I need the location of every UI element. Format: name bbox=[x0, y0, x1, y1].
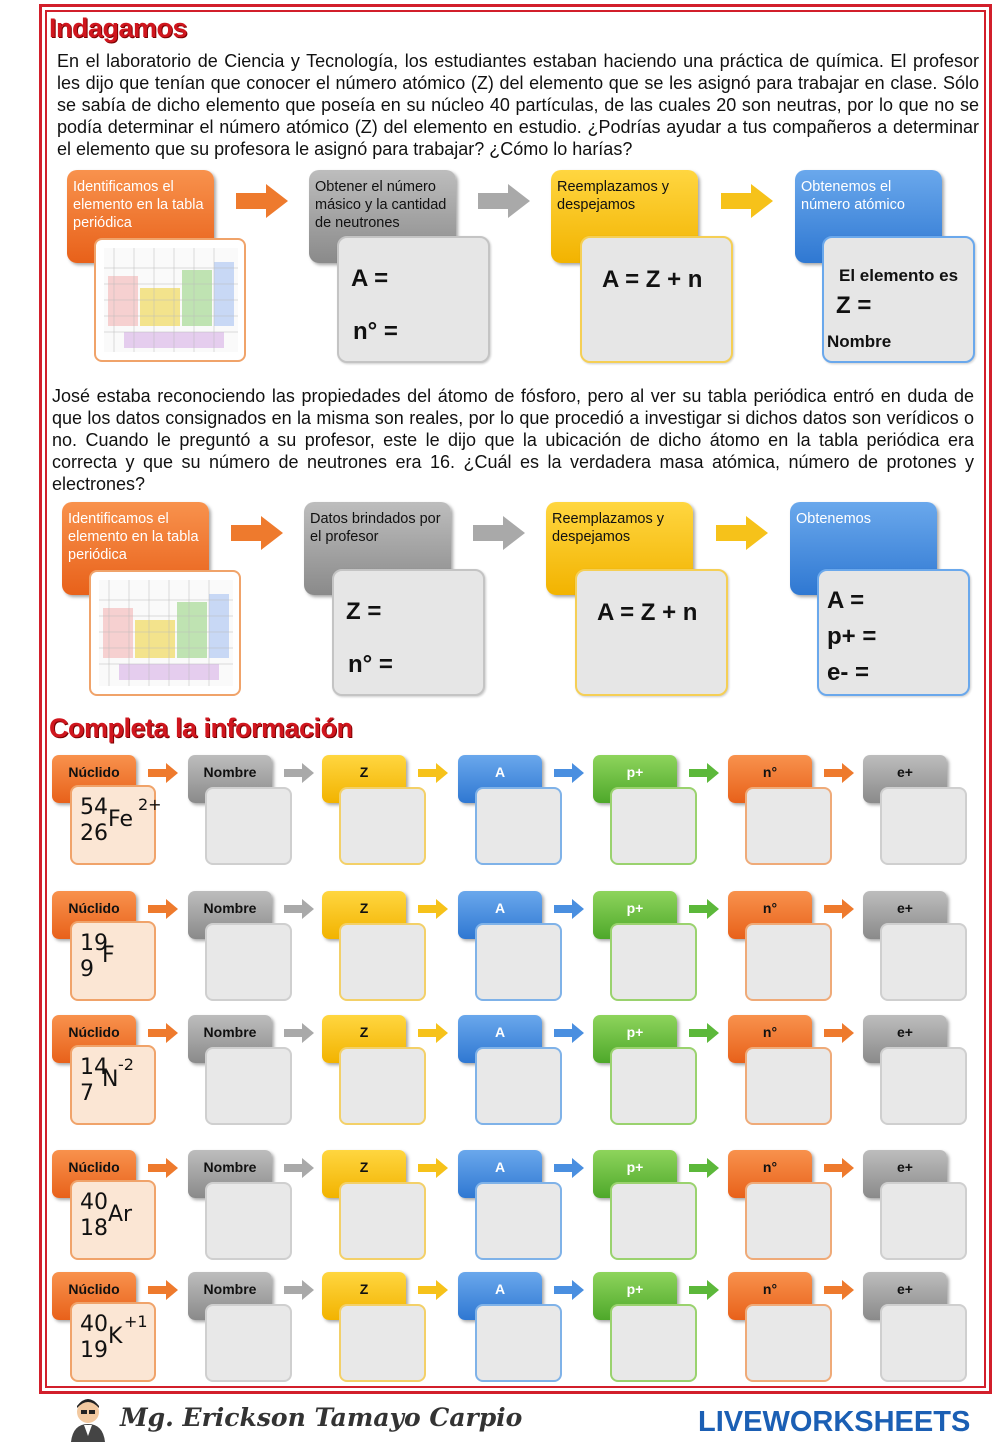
step-given-data-label: Datos brindados por el profesor bbox=[310, 511, 441, 545]
header-a: A bbox=[458, 1272, 542, 1320]
ion-charge: -2 bbox=[118, 1055, 134, 1074]
mass-number-label: A = bbox=[827, 587, 865, 614]
atomic-number: 7 bbox=[80, 1081, 94, 1106]
header-electrons: e+ bbox=[863, 1150, 947, 1198]
answer-input-electrons[interactable] bbox=[880, 1047, 967, 1125]
atomic-number-label: Z = bbox=[836, 292, 872, 319]
ion-charge: +1 bbox=[124, 1312, 148, 1331]
nuclide-symbol-box bbox=[70, 785, 162, 865]
arrow-right-icon bbox=[721, 184, 773, 218]
mass-number: 19 bbox=[80, 931, 108, 956]
header-a: A bbox=[458, 1150, 542, 1198]
element-is-label: El elemento es bbox=[839, 266, 959, 285]
ion-charge: 2+ bbox=[138, 795, 162, 814]
arrow-right-icon bbox=[418, 1158, 448, 1178]
header-name: Nombre bbox=[188, 1272, 272, 1320]
author-signature: Mg. Erickson Tamayo Carpio bbox=[120, 1403, 523, 1432]
atomic-number-label: Z = bbox=[346, 598, 382, 625]
header-name: Nombre bbox=[188, 1150, 272, 1198]
answer-input-electrons[interactable] bbox=[880, 1304, 967, 1382]
step-replace-label: Reemplazamos y despejamos bbox=[552, 511, 665, 545]
answer-input-name[interactable] bbox=[205, 1047, 292, 1125]
arrow-right-icon bbox=[689, 1280, 719, 1300]
arrow-right-icon bbox=[231, 516, 283, 550]
arrow-right-icon bbox=[418, 1280, 448, 1300]
step-identify-label: Identificamos el elemento en la tabla periódica bbox=[73, 179, 204, 231]
header-protons: p+ bbox=[593, 755, 677, 803]
header-nuclide: Núclido bbox=[52, 1272, 136, 1320]
answer-input-protons[interactable] bbox=[610, 1304, 697, 1382]
formula-text: A = Z + n bbox=[597, 599, 698, 626]
nuclide-symbol-box bbox=[70, 1180, 156, 1260]
neutrons-label: n° = bbox=[348, 651, 393, 678]
arrow-right-icon bbox=[148, 763, 178, 783]
header-neutrons: n° bbox=[728, 1150, 812, 1198]
header-electrons: e+ bbox=[863, 755, 947, 803]
header-neutrons: n° bbox=[728, 1015, 812, 1063]
answer-box-mass-neutrons bbox=[337, 236, 490, 363]
protons-label: p+ = bbox=[827, 623, 877, 650]
header-z: Z bbox=[322, 891, 406, 939]
step-result-label: Obtenemos el número atómico bbox=[801, 179, 905, 213]
periodic-table-image bbox=[94, 238, 246, 362]
answer-input-protons[interactable] bbox=[610, 787, 697, 865]
answer-box-results bbox=[817, 569, 970, 696]
answer-input-neutrons[interactable] bbox=[745, 1047, 832, 1125]
mass-number: 54 bbox=[80, 795, 108, 820]
element-symbol: Ar bbox=[108, 1202, 133, 1227]
formula-text: A = Z + n bbox=[602, 266, 703, 293]
arrow-right-icon bbox=[148, 1158, 178, 1178]
answer-input-neutrons[interactable] bbox=[745, 1182, 832, 1260]
mass-number: 40 bbox=[80, 1312, 108, 1337]
header-nuclide: Núclido bbox=[52, 1015, 136, 1063]
header-nuclide: Núclido bbox=[52, 1150, 136, 1198]
step-result-label: Obtenemos bbox=[796, 511, 871, 527]
header-nuclide: Núclido bbox=[52, 891, 136, 939]
arrow-right-icon bbox=[284, 899, 314, 919]
header-z: Z bbox=[322, 755, 406, 803]
arrow-right-icon bbox=[554, 899, 584, 919]
answer-input-a[interactable] bbox=[475, 1304, 562, 1382]
nuclide-symbol-box bbox=[70, 1045, 156, 1125]
atomic-number: 19 bbox=[80, 1338, 108, 1363]
header-z: Z bbox=[322, 1272, 406, 1320]
nuclide-symbol-box bbox=[70, 921, 156, 1001]
arrow-right-icon bbox=[689, 1158, 719, 1178]
arrow-right-icon bbox=[284, 763, 314, 783]
answer-input-electrons[interactable] bbox=[880, 1182, 967, 1260]
header-protons: p+ bbox=[593, 1150, 677, 1198]
header-electrons: e+ bbox=[863, 1272, 947, 1320]
arrow-right-icon bbox=[824, 899, 854, 919]
neutrons-label: n° = bbox=[353, 318, 398, 345]
arrow-right-icon bbox=[284, 1280, 314, 1300]
arrow-right-icon bbox=[689, 763, 719, 783]
answer-input-name[interactable] bbox=[205, 787, 292, 865]
arrow-right-icon bbox=[236, 184, 288, 218]
header-neutrons: n° bbox=[728, 755, 812, 803]
arrow-right-icon bbox=[689, 1023, 719, 1043]
answer-input-protons[interactable] bbox=[610, 1047, 697, 1125]
answer-input-z[interactable] bbox=[339, 1047, 426, 1125]
problem-paragraph-2: José estaba reconociendo las propiedades del átomo de fósforo, pero al ver su tabla periódica entró en duda de que los datos consignados en la misma son reales, por lo que procedió a investigar si dichos datos son verídicos o no. Cuando le preguntó a su profesor, este le dijo que la ubicación de dicho átomo en la tabla periódica era correcta y que su número de neutrones era 16. ¿Cuál es la verdadera masa atómica, número de protones y electrones? bbox=[52, 386, 974, 494]
header-a: A bbox=[458, 755, 542, 803]
step-identify-label: Identificamos el elemento en la tabla periódica bbox=[68, 511, 199, 563]
answer-input-a[interactable] bbox=[475, 1182, 562, 1260]
header-a: A bbox=[458, 1015, 542, 1063]
element-name-label: Nombre bbox=[827, 332, 892, 351]
atomic-number: 26 bbox=[80, 821, 108, 846]
arrow-right-icon bbox=[418, 1023, 448, 1043]
header-a: A bbox=[458, 891, 542, 939]
mass-number: 14 bbox=[80, 1055, 108, 1080]
step-replace-label: Reemplazamos y despejamos bbox=[557, 179, 670, 213]
arrow-right-icon bbox=[824, 1158, 854, 1178]
header-name: Nombre bbox=[188, 891, 272, 939]
arrow-right-icon bbox=[824, 1280, 854, 1300]
arrow-right-icon bbox=[418, 763, 448, 783]
element-symbol: F bbox=[102, 943, 115, 968]
arrow-right-icon bbox=[473, 516, 525, 550]
arrow-right-icon bbox=[148, 1280, 178, 1300]
answer-input-a[interactable] bbox=[475, 1047, 562, 1125]
section-title-completa: Completa la información bbox=[49, 713, 353, 743]
answer-input-z[interactable] bbox=[339, 787, 426, 865]
answer-input-neutrons[interactable] bbox=[745, 923, 832, 1001]
answer-input-protons[interactable] bbox=[610, 1182, 697, 1260]
arrow-right-icon bbox=[554, 1280, 584, 1300]
header-electrons: e+ bbox=[863, 1015, 947, 1063]
liveworksheets-logo: LIVEWORKSHEETS bbox=[698, 1406, 971, 1438]
answer-input-name[interactable] bbox=[205, 1182, 292, 1260]
element-symbol: N bbox=[102, 1067, 119, 1092]
arrow-right-icon bbox=[554, 1023, 584, 1043]
header-protons: p+ bbox=[593, 891, 677, 939]
answer-input-z[interactable] bbox=[339, 923, 426, 1001]
header-z: Z bbox=[322, 1015, 406, 1063]
answer-box-given-data bbox=[332, 569, 485, 696]
periodic-table-image bbox=[89, 570, 241, 696]
mass-number: 40 bbox=[80, 1190, 108, 1215]
atomic-number: 18 bbox=[80, 1216, 108, 1241]
header-nuclide: Núclido bbox=[52, 755, 136, 803]
header-neutrons: n° bbox=[728, 1272, 812, 1320]
problem-paragraph-1: En el laboratorio de Ciencia y Tecnología, los estudiantes estaban haciendo una práctica de química. El profesor les dijo que tenían que conocer el número atómico (Z) del elemento que se les asignó para trabajar en clase. Sólo se sabía de dicho elemento que poseía en su núcleo 40 partículas, de las cuales 20 son neutras, por lo que no se podía determinar el número atómico (Z) del elemento en estudio. ¿Podrías ayudar a tus compañeros a determinar el elemento que su profesora le asignó para trabajar? ¿Cómo lo harías? bbox=[57, 51, 979, 159]
section-title-indagamos: Indagamos bbox=[49, 13, 188, 43]
electrons-label: e- = bbox=[827, 659, 870, 686]
header-electrons: e+ bbox=[863, 891, 947, 939]
answer-input-neutrons[interactable] bbox=[745, 1304, 832, 1382]
arrow-right-icon bbox=[554, 1158, 584, 1178]
answer-input-a[interactable] bbox=[475, 787, 562, 865]
answer-input-neutrons[interactable] bbox=[745, 787, 832, 865]
answer-input-name[interactable] bbox=[205, 923, 292, 1001]
element-symbol: K bbox=[108, 1324, 123, 1349]
answer-input-electrons[interactable] bbox=[880, 923, 967, 1001]
atomic-number: 9 bbox=[80, 957, 94, 982]
header-protons: p+ bbox=[593, 1272, 677, 1320]
arrow-right-icon bbox=[148, 899, 178, 919]
element-symbol: Fe bbox=[108, 807, 133, 832]
arrow-right-icon bbox=[554, 763, 584, 783]
arrow-right-icon bbox=[418, 899, 448, 919]
arrow-right-icon bbox=[689, 899, 719, 919]
header-z: Z bbox=[322, 1150, 406, 1198]
answer-box-formula bbox=[580, 236, 733, 363]
arrow-right-icon bbox=[478, 184, 530, 218]
answer-input-electrons[interactable] bbox=[880, 787, 967, 865]
header-name: Nombre bbox=[188, 1015, 272, 1063]
author-avatar-icon bbox=[65, 1398, 111, 1442]
answer-input-protons[interactable] bbox=[610, 923, 697, 1001]
mass-label: A = bbox=[351, 265, 389, 292]
arrow-right-icon bbox=[148, 1023, 178, 1043]
arrow-right-icon bbox=[824, 1023, 854, 1043]
header-name: Nombre bbox=[188, 755, 272, 803]
answer-box-element bbox=[822, 236, 975, 363]
answer-input-z[interactable] bbox=[339, 1182, 426, 1260]
answer-input-z[interactable] bbox=[339, 1304, 426, 1382]
arrow-right-icon bbox=[284, 1023, 314, 1043]
answer-input-name[interactable] bbox=[205, 1304, 292, 1382]
nuclide-symbol-box bbox=[70, 1302, 156, 1382]
arrow-right-icon bbox=[824, 763, 854, 783]
arrow-right-icon bbox=[716, 516, 768, 550]
step-obtain-label: Obtener el número másico y la cantidad de neutrones bbox=[315, 179, 447, 231]
answer-box-formula bbox=[575, 569, 728, 696]
arrow-right-icon bbox=[284, 1158, 314, 1178]
answer-input-a[interactable] bbox=[475, 923, 562, 1001]
header-protons: p+ bbox=[593, 1015, 677, 1063]
header-neutrons: n° bbox=[728, 891, 812, 939]
